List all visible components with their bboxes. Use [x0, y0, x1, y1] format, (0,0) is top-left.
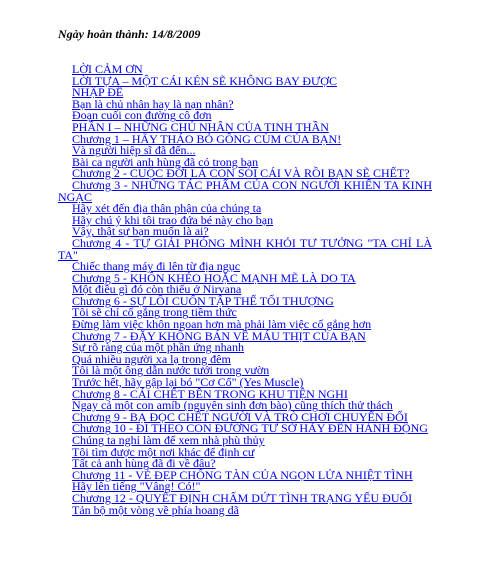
toc-link[interactable]: Hãy chú ý khi tôi trao đứa bé này cho bạn	[72, 212, 274, 227]
toc-link[interactable]: Hãy xét đến địa thân phận của chúng ta	[72, 201, 262, 216]
toc-link[interactable]: Chương 11 - VẺ ĐẸP CHỐNG TÀN CỦA NGỌN LỬA NHIỆT TÌNH	[72, 467, 413, 482]
toc-link[interactable]: Chương 6 - SỰ LÔI CUỐN TẬP THỂ TỐI THƯỢNG	[72, 293, 334, 308]
toc-link[interactable]: Bài ca người anh hùng đã có trong bạn	[72, 154, 259, 169]
toc-link[interactable]: Tôi là một ông dẫn nước tưới trong vườn	[72, 363, 270, 378]
completion-date-label: Ngày hoàn thành: 14/8/2009	[58, 27, 201, 41]
toc-link[interactable]: Trước hết, hãy gập lại bó "Cơ Cổ" (Yes Muscle)	[72, 375, 304, 390]
toc-link[interactable]: Chương 3 - NHỮNG TÁC PHẨM CỦA CON NGƯỜI KHIẾN TA KINH NGẠC	[58, 177, 432, 204]
toc-link[interactable]: Chương 10 - ĐI THEO CON ĐƯỜNG TƯ SỞ HÃY ĐẾN HÀNH ĐỘNG	[72, 421, 428, 436]
toc-link[interactable]: LỜI CẢM ƠN	[72, 62, 143, 76]
toc-link[interactable]: Sự rõ ràng của một phần ứng nhanh	[72, 340, 244, 355]
toc-link[interactable]: Vậy, thật sự bạn muốn là ai?	[72, 224, 209, 239]
toc-link[interactable]: Một điều gì đó còn thiếu ở Nirvana	[72, 282, 242, 297]
toc-link[interactable]: Quá nhiều người xa lạ trong đêm	[72, 351, 231, 366]
table-of-contents	[58, 64, 432, 516]
toc-link[interactable]: Đừng làm việc khôn ngoan hơn mà phải làm việc cố gắng hơn	[72, 317, 372, 332]
toc-link[interactable]: Chương 5 - KHÔN KHÉO HOẶC MẠNH MẼ LÀ DO TA	[72, 270, 356, 285]
toc-link[interactable]: Tôi tìm được một nơi khác để định cư	[72, 444, 255, 459]
toc-link[interactable]: Đoạn cuối con đường cô đơn	[72, 108, 212, 123]
toc-link[interactable]: Chương 12 - QUYẾT ĐỊNH CHẤM DỨT TÌNH TRẠNG YẾU ĐUỐI	[72, 490, 413, 505]
toc-link[interactable]: Ngay cả một con amíb (nguyên sinh đơn bào) cũng thích thử thách	[72, 398, 393, 413]
toc-link[interactable]: Tản bộ một vòng về phía hoang dã	[72, 502, 239, 517]
toc-link[interactable]: LỜI TỰA – MỘT CÁI KÉN SẼ KHÔNG BAY ĐƯỢC	[72, 73, 337, 88]
toc-link[interactable]: Hãy lên tiếng "Vâng! Có!"	[72, 479, 201, 494]
toc-link[interactable]: Tôi sẽ chỉ cố gắng trong tiềm thức	[72, 305, 237, 320]
toc-link[interactable]: Chương 1 – HÃY THÁO BỎ GÔNG CÙM CỦA BẠN!	[72, 131, 342, 146]
toc-link[interactable]: Chương 2 - CUỘC ĐỜI LÀ CON SÓI CÁI VÀ RỒI BẠN SẼ CHẾT?	[72, 166, 410, 181]
toc-link[interactable]: Chúng ta nghỉ làm để xem nhà phù thủy	[72, 433, 265, 447]
toc-link[interactable]: Và người hiệp sĩ đã đến...	[72, 143, 196, 158]
toc-link[interactable]: Tất cả anh hùng đã đi về đâu?	[72, 456, 216, 471]
toc-link[interactable]: Bạn là chủ nhân hay là nạn nhân?	[72, 96, 234, 111]
toc-link[interactable]: Chương 9 - BẠ ĐỌC CHẾT NGƯỜI VÀ TRÒ CHƠI CHUYỂN ĐỔI	[72, 409, 408, 424]
toc-link[interactable]: Chương 4 - TỰ GIẢI PHÓNG MÌNH KHỎI TƯ TƯỞNG "TA CHỈ LÀ TA"	[58, 235, 432, 262]
toc-entry	[58, 502, 432, 517]
toc-link[interactable]: Chiếc thang máy đi lên từ địa ngục	[72, 259, 241, 274]
toc-entry	[58, 235, 432, 262]
toc-link[interactable]: Chương 7 - ĐẶY KHÔNG BÁN VỀ MÁU THỊT CỦA BẠN	[72, 328, 366, 343]
toc-entry	[58, 177, 432, 204]
toc-link[interactable]: NHẬP ĐỀ	[72, 85, 124, 100]
toc-link[interactable]: PHẦN I – NHỮNG CHỦ NHÂN CỦA TINH THẦN	[72, 119, 329, 134]
toc-link[interactable]: Chương 8 - CÁI CHẾT BÊN TRONG KHU TIỆN NGHI	[72, 386, 348, 401]
